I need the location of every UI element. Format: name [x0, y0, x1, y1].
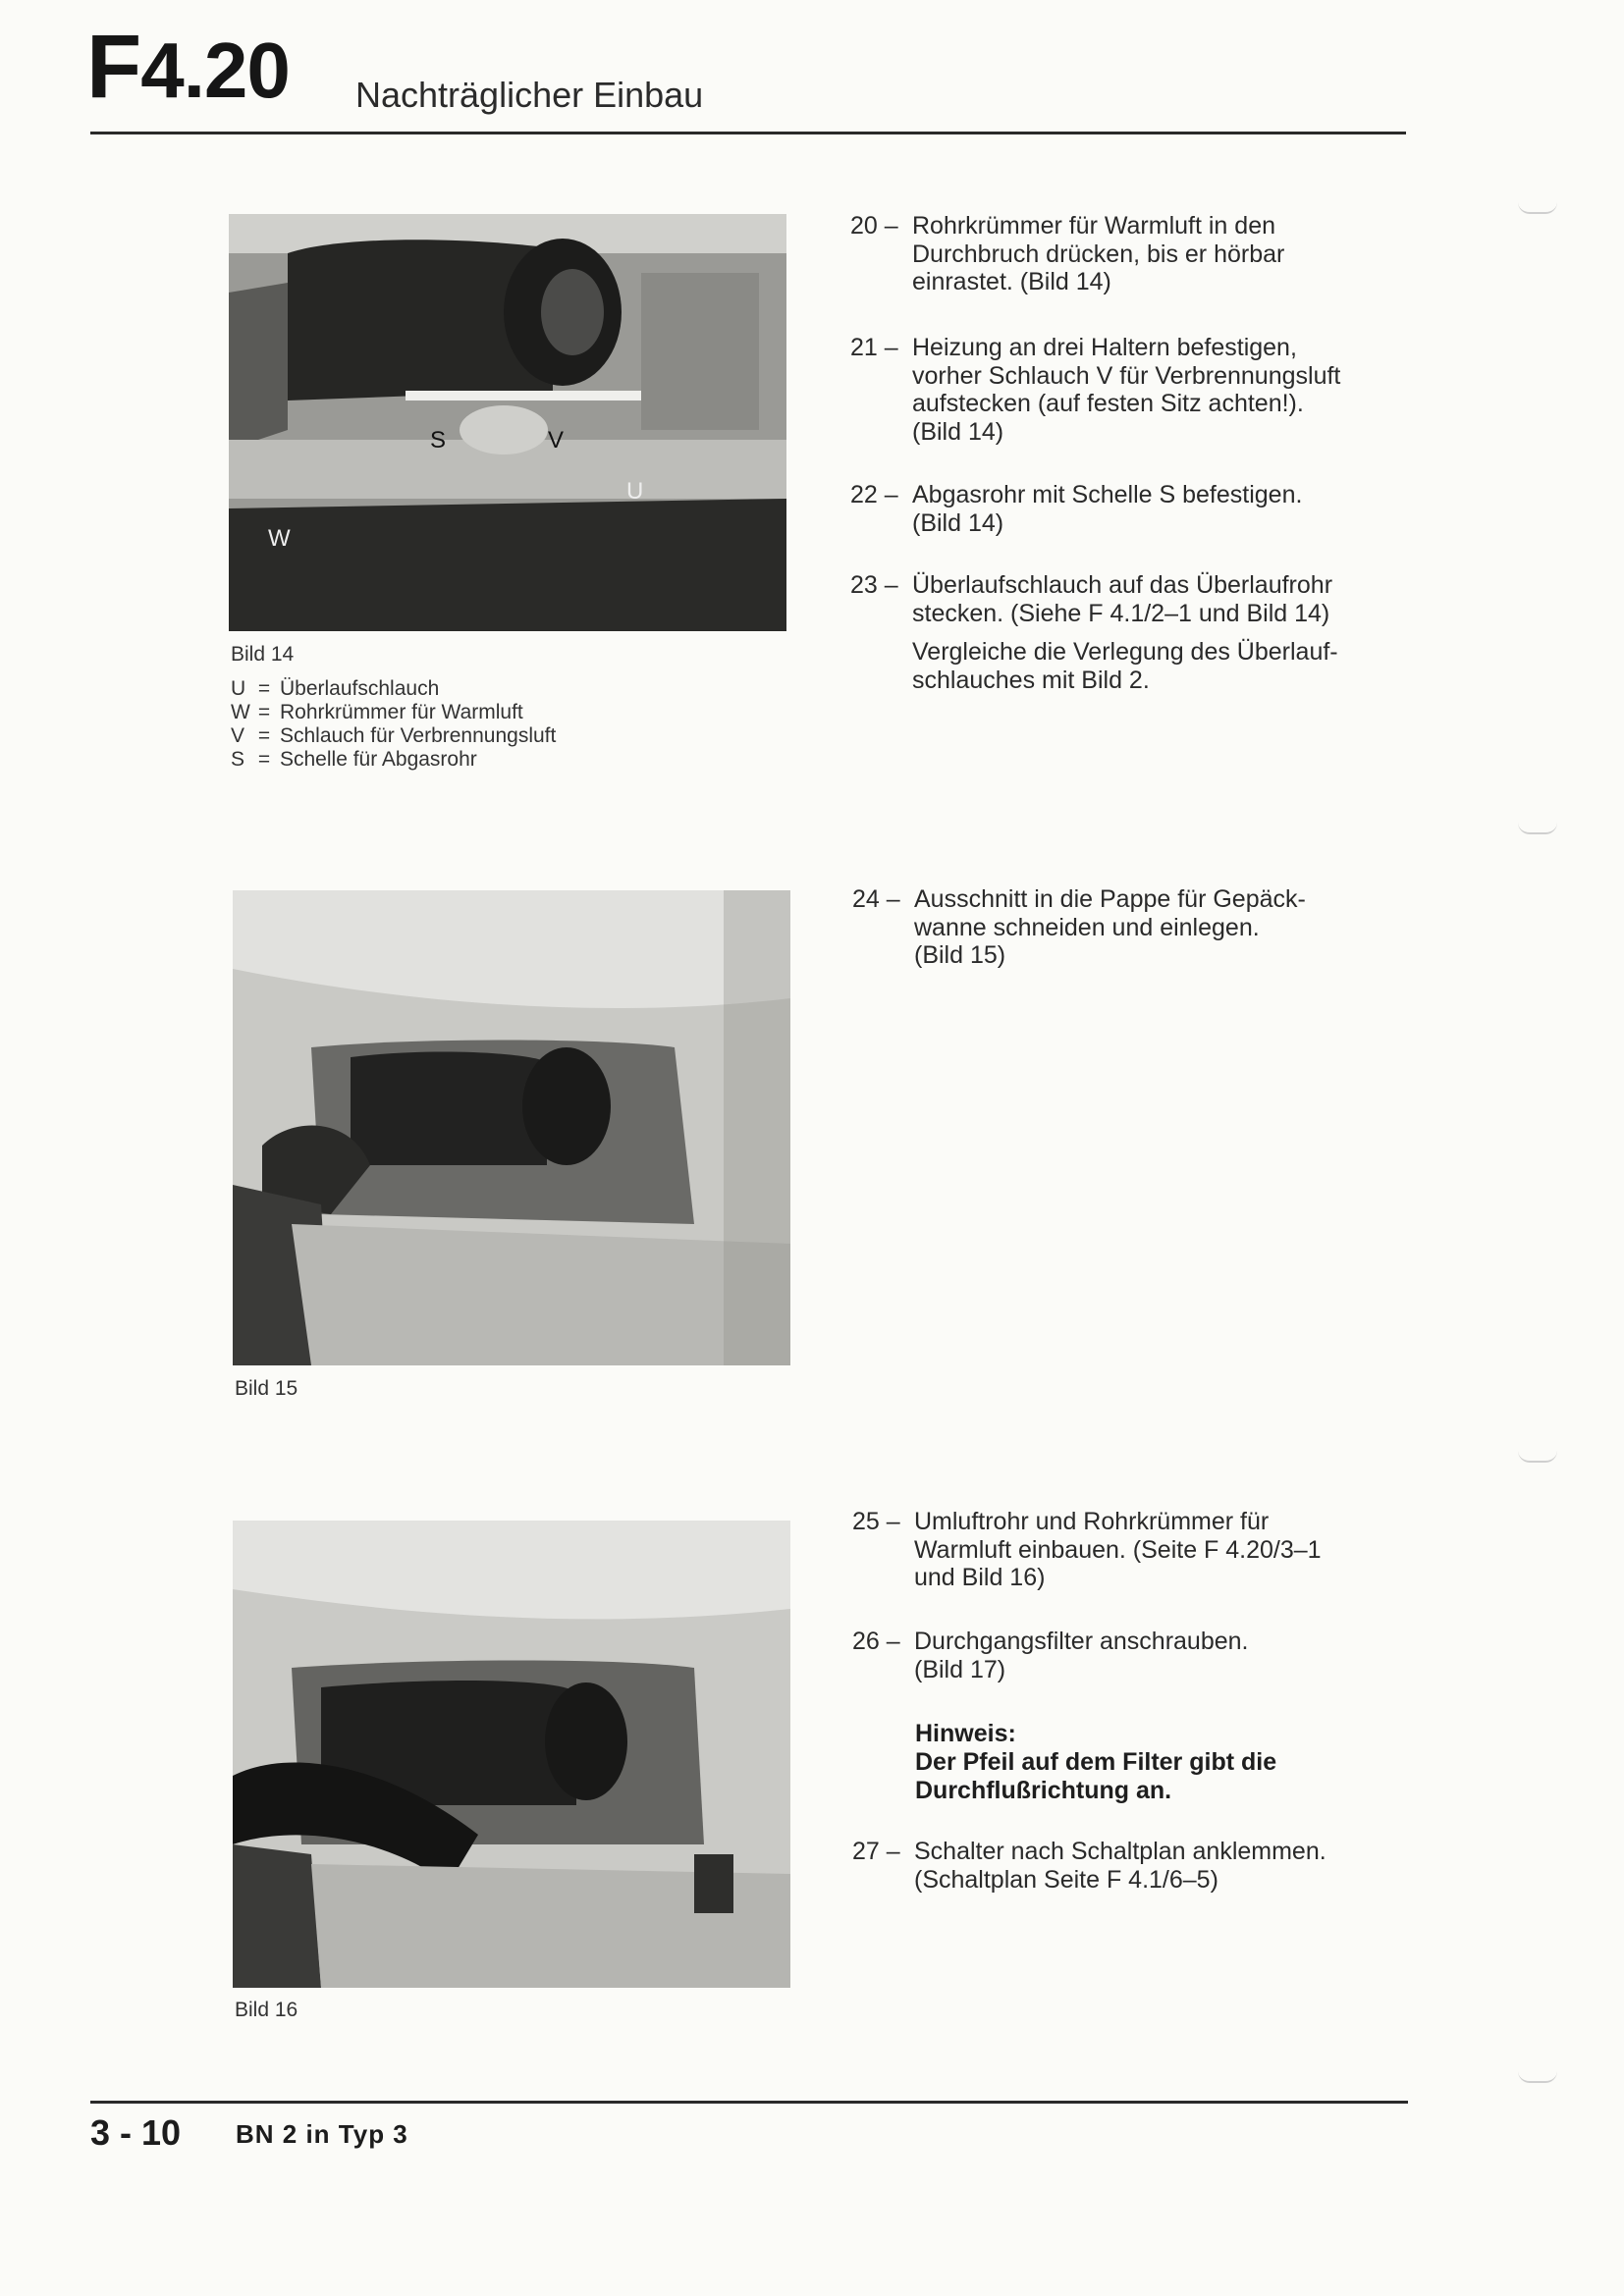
section-code	[86, 17, 290, 117]
legend-row: W = Rohrkrümmer für Warmluft	[231, 701, 523, 723]
step-25: 25 – Umluftrohr und Rohrkrümmer für Warmluft einbauen. (Seite F 4.20/3–1 und Bild 16)	[852, 1508, 1322, 1591]
footer-rule	[90, 2101, 1408, 2104]
legend-row: U = Überlaufschlauch	[231, 677, 440, 700]
callout-w: W	[268, 525, 291, 552]
photo-bild-16-drawing	[233, 1521, 790, 1988]
photo-bild-16	[233, 1521, 790, 1988]
caption-bild-15: Bild 15	[235, 1377, 298, 1400]
page-number: 3 - 10	[90, 2112, 182, 2153]
photo-bild-14	[229, 214, 786, 631]
caption-bild-16: Bild 16	[235, 1999, 298, 2021]
binder-mark	[1518, 1451, 1557, 1463]
legend-row: V = Schlauch für Verbrennungsluft	[231, 724, 557, 747]
step-20: 20 – Rohrkrümmer für Warmluft in den Durchbruch drücken, bis er hörbar einrastet. (Bild 14)	[850, 212, 1285, 295]
section-letter: F	[86, 17, 141, 117]
binder-mark	[1518, 202, 1557, 214]
header-rule	[90, 132, 1406, 134]
binder-mark	[1518, 2071, 1557, 2083]
model-label: BN 2 in Typ 3	[236, 2119, 408, 2149]
note-text: Der Pfeil auf dem Filter gibt die Durchflußrichtung an.	[915, 1748, 1277, 1804]
legend-row: S = Schelle für Abgasrohr	[231, 748, 477, 771]
photo-bild-15	[233, 890, 790, 1365]
step-26: 26 – Durchgangsfilter anschrauben. (Bild 17)	[852, 1628, 1249, 1683]
step-27: 27 – Schalter nach Schaltplan anklemmen. (Schaltplan Seite F 4.1/6–5)	[852, 1838, 1326, 1894]
photo-bild-14-drawing	[229, 214, 786, 631]
callout-s: S	[430, 427, 447, 454]
callout-v: V	[548, 427, 565, 454]
note-title: Hinweis:	[915, 1720, 1016, 1747]
step-24: 24 – Ausschnitt in die Pappe für Gepäck- wanne schneiden und einlegen. (Bild 15)	[852, 885, 1306, 969]
step-21: 21 – Heizung an drei Haltern befestigen, vorher Schlauch V für Verbrennungsluft aufstecken (auf festen Sitz achten!). (Bild 14)	[850, 334, 1341, 446]
photo-bild-15-drawing	[233, 890, 790, 1365]
binder-mark	[1518, 823, 1557, 834]
step-22: 22 – Abgasrohr mit Schelle S befestigen. (Bild 14)	[850, 481, 1303, 537]
section-number: 4.20	[140, 27, 290, 114]
legend-bild-14	[231, 677, 556, 772]
caption-bild-14: Bild 14	[231, 643, 295, 666]
page-title: Nachträglicher Einbau	[355, 75, 704, 115]
step-23: 23 – Überlaufschlauch auf das Überlaufrohr stecken. (Siehe F 4.1/2–1 und Bild 14)	[850, 571, 1333, 627]
callout-u: U	[626, 478, 644, 505]
step-23-remark: Vergleiche die Verlegung des Überlauf- schlauches mit Bild 2.	[912, 638, 1338, 694]
